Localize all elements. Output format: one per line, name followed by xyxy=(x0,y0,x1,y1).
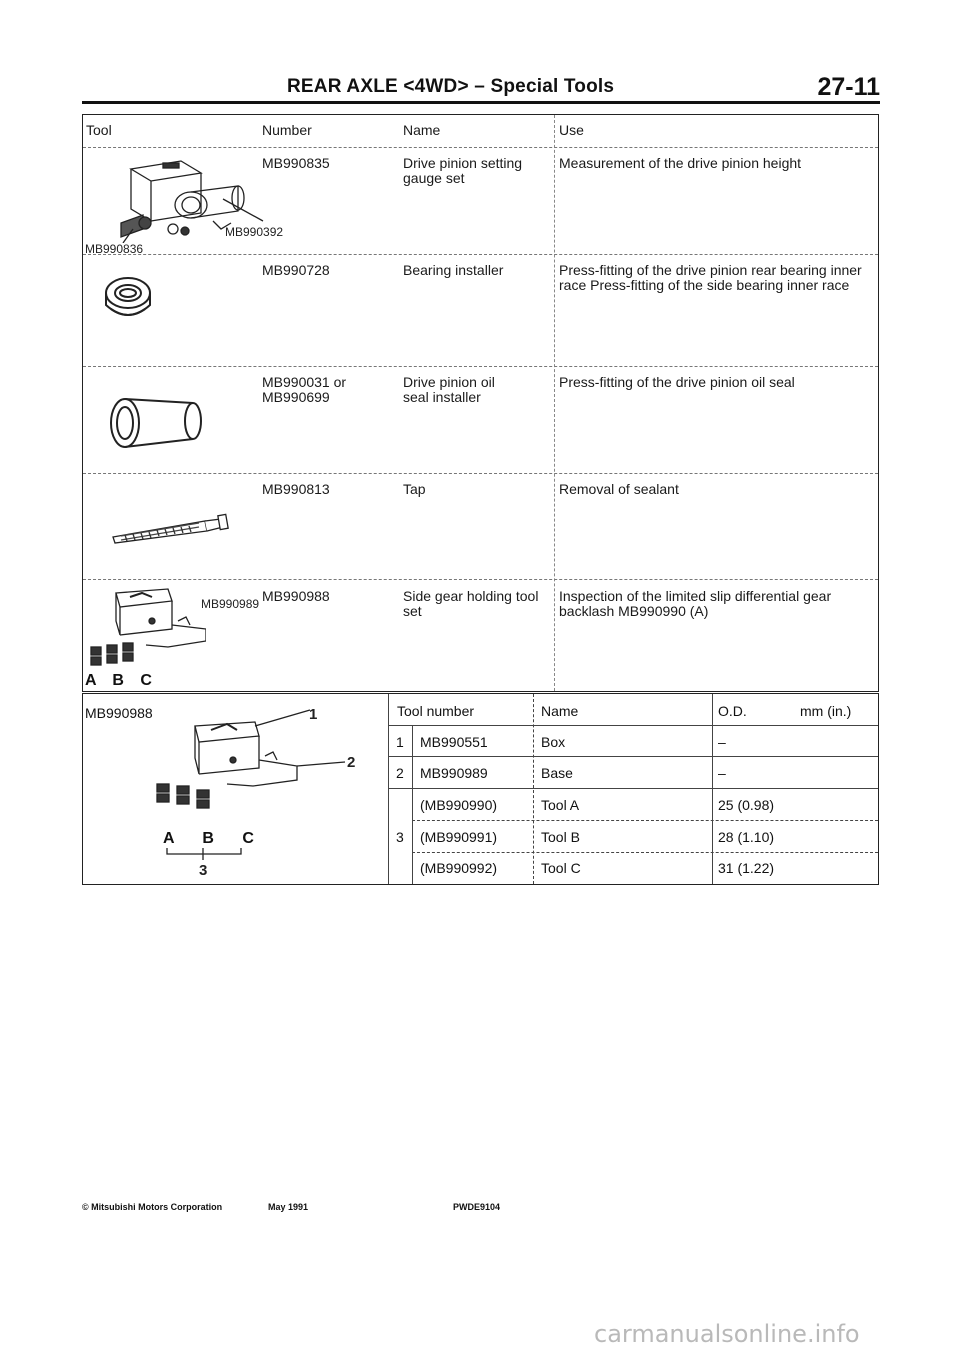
row-1-label-b: MB990392 xyxy=(225,225,284,239)
set-components-table xyxy=(82,693,879,885)
section-title: REAR AXLE <4WD> – Special Tools xyxy=(287,76,615,97)
row-5-label-abc: A B C xyxy=(85,672,158,689)
col-number: Number xyxy=(262,122,312,138)
hdr-name: Name xyxy=(541,703,579,719)
item-3-od: 25 (0.98) xyxy=(718,797,775,813)
set-caption: MB990988 xyxy=(85,705,153,721)
row-4-number: MB990813 xyxy=(262,481,330,497)
row-divider xyxy=(83,473,878,474)
row-3-name: Drive pinion oil seal installer xyxy=(403,374,495,405)
oil-seal-installer-drawing xyxy=(107,389,217,451)
callout-2: 2 xyxy=(347,754,356,771)
footer-copyright: © Mitsubishi Motors Corporation xyxy=(82,1202,223,1212)
row-5-label-base: MB990989 xyxy=(201,597,260,611)
row-5-number: MB990988 xyxy=(262,588,330,604)
special-tools-table xyxy=(82,114,879,692)
row-2-name: Bearing installer xyxy=(403,262,504,278)
row-3-use: Press-fitting of the drive pinion oil seal xyxy=(559,374,795,390)
footer-date: May 1991 xyxy=(268,1202,309,1212)
item-5-od: 31 (1.22) xyxy=(718,860,775,876)
item-2-number: MB990989 xyxy=(420,765,488,781)
row-divider xyxy=(83,579,878,580)
row-1-number: MB990835 xyxy=(262,155,330,171)
item-1-od: – xyxy=(718,734,726,750)
item-4-idx: 3 xyxy=(396,829,404,845)
item-2-idx: 2 xyxy=(396,765,404,781)
item-2-od: – xyxy=(718,765,726,781)
tap-drawing xyxy=(111,511,231,547)
item-3-number: (MB990990) xyxy=(420,797,498,813)
item-1-number: MB990551 xyxy=(420,734,488,750)
row-4-use: Removal of sealant xyxy=(559,481,679,497)
row-1-label-a: MB990836 xyxy=(85,242,144,256)
item-5-name: Tool C xyxy=(541,860,581,876)
item-5-number: (MB990992) xyxy=(420,860,498,876)
side-gear-holding-set-drawing xyxy=(86,585,206,671)
row-divider xyxy=(83,254,878,255)
callout-1: 1 xyxy=(309,706,318,723)
hdr-tool-number: Tool number xyxy=(397,703,475,719)
bearing-installer-drawing xyxy=(103,275,153,329)
item-4-name: Tool B xyxy=(541,829,580,845)
row-5-name: Side gear holding tool set xyxy=(403,588,539,619)
row-3-number: MB990031 or MB990699 xyxy=(262,374,347,405)
hdr-od: O.D. xyxy=(718,703,747,719)
header-rule xyxy=(82,101,880,104)
footer-code: PWDE9104 xyxy=(453,1202,501,1212)
row-divider xyxy=(83,147,878,148)
callout-abc: A B C xyxy=(163,830,266,847)
row-1-name: Drive pinion setting gauge set xyxy=(403,155,523,186)
watermark: carmanualsonline.info xyxy=(594,1320,860,1348)
components-grid xyxy=(388,694,878,884)
item-1-idx: 1 xyxy=(396,734,404,750)
item-4-number: (MB990991) xyxy=(420,829,498,845)
set-components-drawing xyxy=(135,702,375,878)
row-2-number: MB990728 xyxy=(262,262,330,278)
row-2-use: Press-fitting of the drive pinion rear bearing inner race Press-fitting of the side bearing inner race xyxy=(559,262,862,293)
col-use: Use xyxy=(559,122,584,138)
page-header xyxy=(82,73,880,101)
col-tool: Tool xyxy=(86,122,112,138)
callout-3: 3 xyxy=(199,862,208,879)
use-column-divider xyxy=(554,115,555,691)
item-3-name: Tool A xyxy=(541,797,580,813)
item-4-od: 28 (1.10) xyxy=(718,829,775,845)
item-1-name: Box xyxy=(541,734,566,750)
item-2-name: Base xyxy=(541,765,573,781)
page-number: 27-11 xyxy=(817,73,880,101)
hdr-unit: mm (in.) xyxy=(800,703,852,719)
row-divider xyxy=(83,366,878,367)
row-4-name: Tap xyxy=(403,481,426,497)
row-5-use: Inspection of the limited slip differential gear backlash MB990990 (A) xyxy=(559,588,832,619)
row-1-use: Measurement of the drive pinion height xyxy=(559,155,802,171)
col-name: Name xyxy=(403,122,441,138)
